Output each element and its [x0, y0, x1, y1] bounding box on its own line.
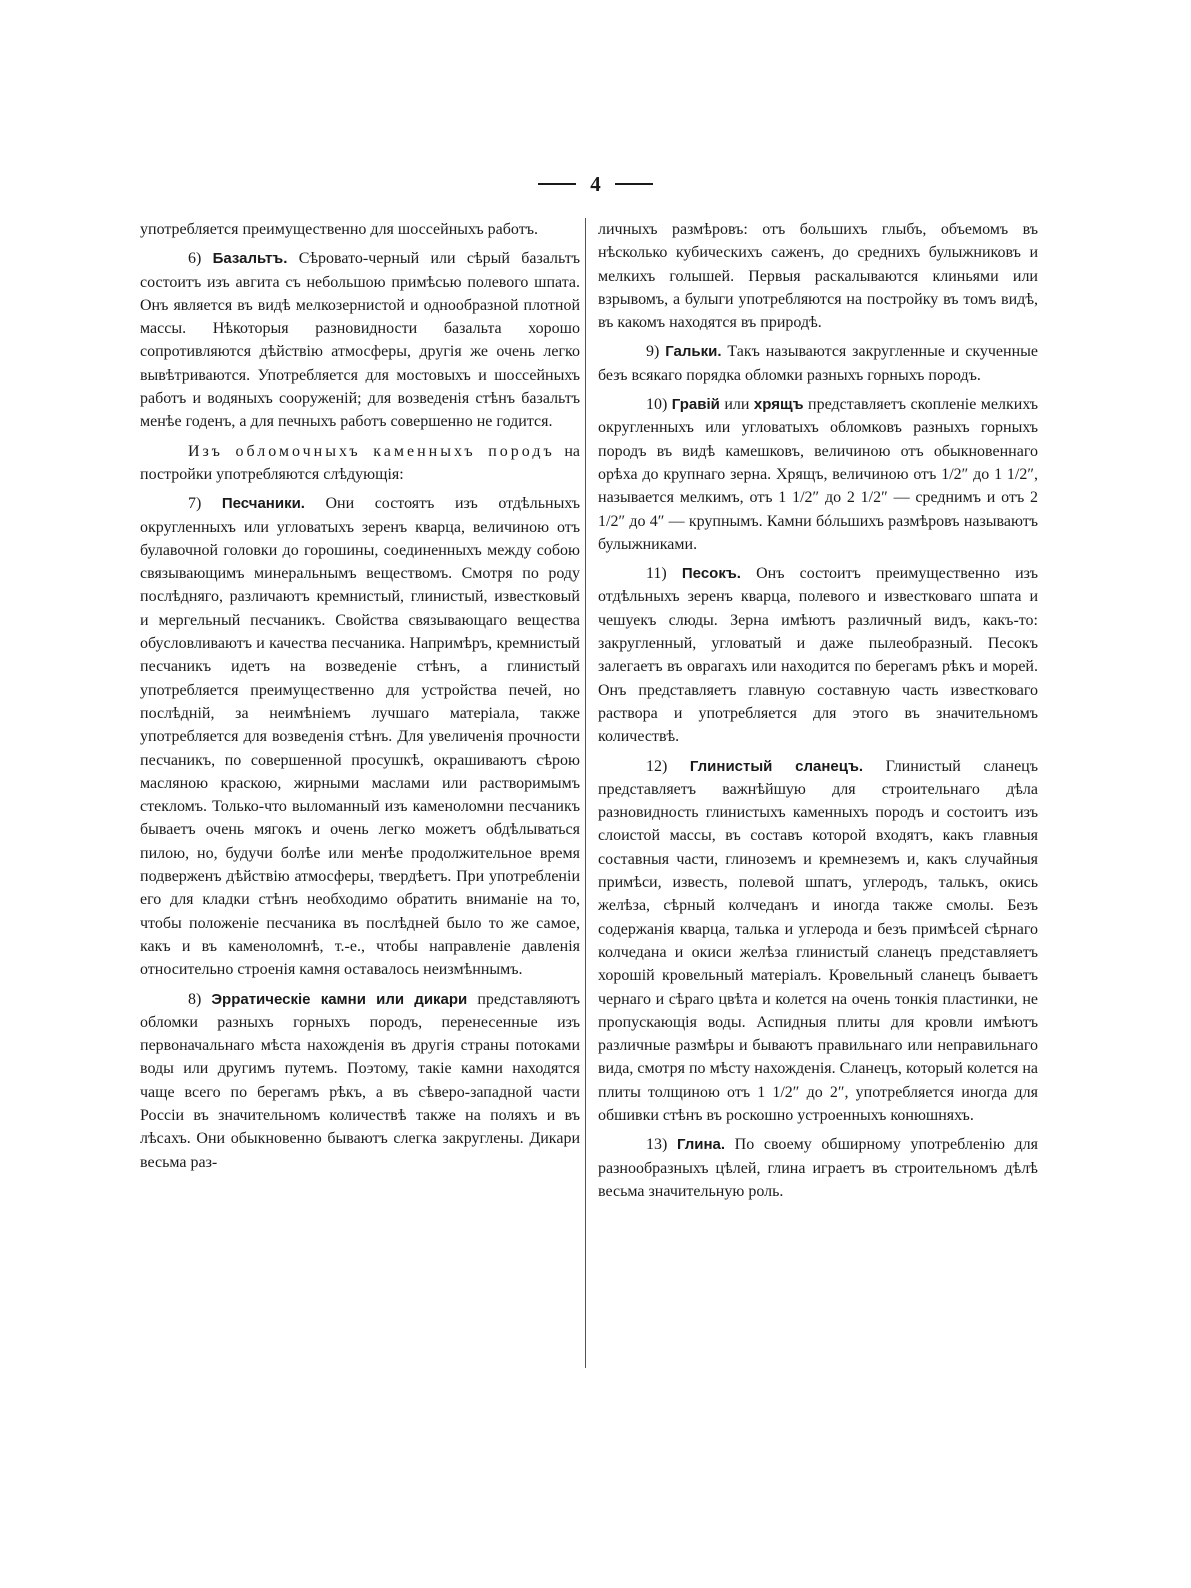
spaced-text: Изъ обломочныхъ каменныхъ породъ — [188, 442, 555, 460]
paragraph-pebbles — [598, 340, 1038, 387]
paragraph-text: Такъ называются закругленные и скученные безъ всякаго порядка обломки разныхъ горныхъ породъ. — [598, 343, 1038, 384]
paragraph-text: представляютъ обломки разныхъ горныхъ породъ, перенесенные изъ первоначальнаго мѣста нахожденія въ другія страны потоками воды или другимъ путемъ. Поэтому, такіе камни находятся чаще всего по берегамъ рѣкъ, а въ сѣверо-западной части Россіи въ значительномъ количествѣ также на поляхъ и въ лѣсахъ. Они обыкновенно бываютъ слегка закруглены. Дикари весьма раз- — [140, 990, 580, 1171]
paragraph-sandstone — [140, 492, 580, 981]
item-heading: Эрратическіе камни или дикари — [211, 990, 468, 1008]
page-header — [0, 170, 1191, 198]
item-number: 6) — [188, 250, 202, 268]
item-heading: Глинистый сланецъ. — [689, 757, 864, 775]
item-number: 9) — [646, 343, 660, 361]
item-heading: Гравій — [671, 396, 720, 414]
paragraph-shale — [598, 755, 1038, 1128]
paragraph-sand — [598, 562, 1038, 748]
header-rule-right — [615, 183, 653, 185]
paragraph-clastic-intro — [140, 440, 580, 487]
right-column — [598, 218, 1038, 1378]
paragraph-text: употребляется преимущественно для шоссейныхъ работъ. — [140, 221, 538, 238]
item-heading: Песчаники. — [221, 495, 305, 513]
item-number: 13) — [646, 1136, 668, 1154]
item-number: 7) — [188, 495, 202, 513]
paragraph-text: личныхъ размѣровъ: отъ большихъ глыбъ, объемомъ въ нѣсколько кубическихъ саженъ, до среднихъ булыжниковъ и мелкихъ голышей. Первыя раскалываются клиньями или взрывомъ, а булыги употребляются на постройку въ томъ видѣ, въ какомъ находятся въ природѣ. — [598, 221, 1038, 332]
item-number: 12) — [646, 757, 668, 775]
paragraph-text: на постройки употребляются слѣдующія: — [140, 442, 580, 483]
left-column — [140, 218, 580, 1378]
paragraph-text: По своему обширному употребленію для разнообразныхъ цѣлей, глина играетъ въ строительномъ дѣлѣ весьма значительную роль. — [598, 1136, 1038, 1200]
paragraph-gravel — [598, 393, 1038, 556]
paragraph-clay — [598, 1133, 1038, 1203]
column-divider — [585, 218, 586, 1368]
paragraph — [140, 218, 580, 241]
item-heading: Глина. — [676, 1136, 726, 1154]
paragraph-basalt — [140, 247, 580, 433]
paragraph — [598, 218, 1038, 334]
paragraph-text: Глинистый сланецъ представляетъ важнѣйшую для строительнаго дѣла разновидность глинистыхъ каменныхъ породъ и состоитъ изъ слоистой массы, въ составъ которой входятъ, какъ главныя составныя части, глиноземъ и кремнеземъ и, какъ случайныя примѣси, известь, полевой шпатъ, углеродъ, талькъ, окись желѣза, сѣрный колчеданъ и иногда также смолы. Безъ содержанія кварца, талька и углерода и безъ примѣсей сѣрнаго колчедана и окиси желѣза глинистый сланецъ представляетъ хорошій кровельный матеріалъ. Кровельный сланецъ бываетъ чернаго и сѣраго цвѣта и колется на очень тонкія пластинки, не пропускающія воды. Аспидныя плиты для кровли имѣютъ различные размѣры и бываютъ правильнаго или неправильнаго вида, смотря по мѣсту нахожденія. Сланецъ, который колется на плиты толщиною отъ 1 1/2″ до 2″, употребляется иногда для обшивки стѣнъ въ роскошно устроенныхъ конюшняхъ. — [598, 757, 1038, 1124]
header-rule-left — [538, 183, 576, 185]
connector-word: или — [724, 396, 750, 414]
paragraph-text: Онъ состоитъ преимущественно изъ отдѣльныхъ зеренъ кварца, полевого и известковаго шпата и чешуекъ слюды. Зерна имѣютъ различный видъ, какъ-то: закругленный, угловатый и даже пылеобразный. Песокъ залегаетъ въ оврагахъ или находится по берегамъ рѣкъ и морей. Онъ представляетъ главную составную часть известковаго раствора и употребляется для этого въ значительномъ количествѣ. — [598, 565, 1038, 746]
paragraph-erratic — [140, 988, 580, 1174]
item-heading: Базальтъ. — [212, 250, 288, 268]
paragraph-text: представляетъ скопленіе мелкихъ округленныхъ или угловатыхъ обломковъ разныхъ горныхъ породъ въ видѣ камешковъ, величиною отъ обыкновеннаго орѣха до крупнаго зерна. Хрящъ, величиною отъ 1/2″ до 1 1/2″, называется мелкимъ, отъ 1 1/2″ до 2 1/2″ — среднимъ и отъ 2 1/2″ до 4″ — крупнымъ. Камни бóльшихъ размѣровъ называютъ булыжниками. — [598, 396, 1038, 553]
paragraph-text: Они состоятъ изъ отдѣльныхъ округленныхъ или угловатыхъ зеренъ кварца, величиною отъ булавочной головки до горошины, соединенныхъ между собою связывающимъ минеральнымъ веществомъ. Смотря по роду послѣдняго, различаютъ кремнистый, глинистый, известковый и мергельный песчаникъ. Свойства связывающаго вещества обусловливаютъ и качества песчаника. Напримѣръ, кремнистый песчаникъ идетъ на возведеніе стѣнъ, а глинистый употребляется преимущественно для устройства печей, но послѣдній, за неимѣніемъ лучшаго матеріала, также употребляется для возведенія стѣнъ. Для увеличенія прочности песчаникъ, по совершенной просушкѣ, окрашиваютъ сѣрою масляною краскою, жирными маслами или растворимымъ стекломъ. Только-что выломанный изъ каменоломни песчаникъ бываетъ очень мягокъ и очень легко можетъ обдѣлываться пилою, но, будучи болѣе или менѣе продолжительное время подверженъ дѣйствію атмосферы, твердѣетъ. При употребленіи его для кладки стѣнъ необходимо обратить вниманіе на то, чтобы положеніе песчаника въ послѣдней было то же самое, какъ и въ каменоломнѣ, т.-е., чтобы направленіе давленія относительно строенія камня оставалось неизмѣннымъ. — [140, 495, 580, 979]
page-number: 4 — [590, 171, 601, 196]
item-heading: Гальки. — [665, 343, 722, 361]
item-number: 8) — [188, 990, 202, 1008]
item-number: 11) — [646, 565, 667, 583]
item-heading: Песокъ. — [681, 565, 741, 583]
item-heading-secondary: хрящъ — [753, 396, 804, 414]
paragraph-text: Сѣровато-черный или сѣрый базальтъ состоитъ изъ авгита съ небольшою примѣсью полевого шпата. Онъ является въ видѣ мелкозернистой и однообразной плотной массы. Нѣкоторыя разновидности базальта хорошо сопротивляются дѣйствію атмосферы, другія же очень легко вывѣтриваются. Употребляется для мостовыхъ и шоссейныхъ работъ и водяныхъ сооруженій; для возведенія стѣнъ базальтъ менѣе годенъ, а для печныхъ работъ совершенно не годится. — [140, 250, 580, 431]
item-number: 10) — [646, 396, 668, 414]
